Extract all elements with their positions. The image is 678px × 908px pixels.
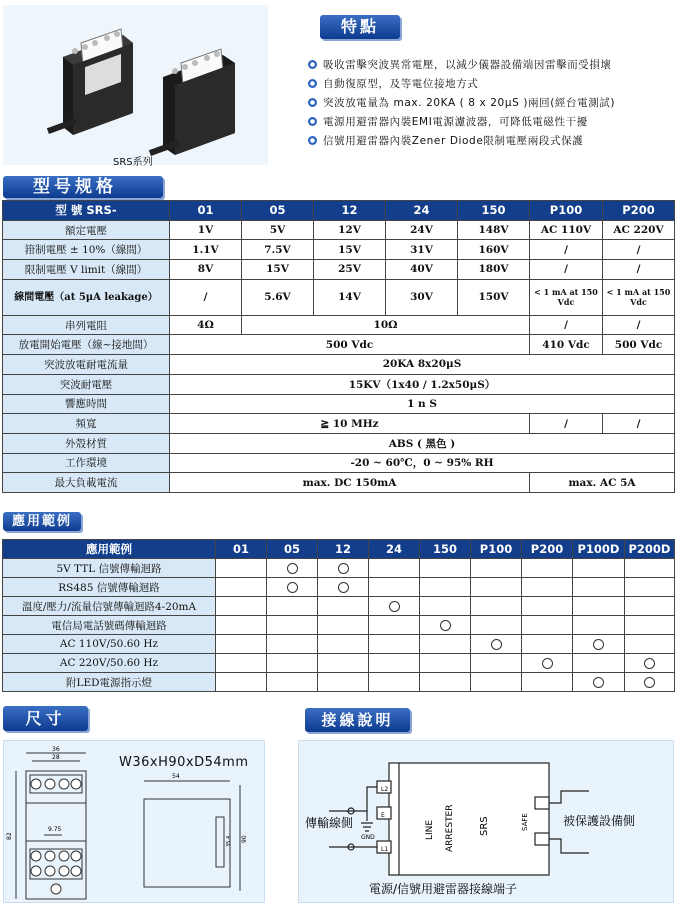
- cell: 1 n S: [170, 394, 675, 414]
- cell: [573, 673, 625, 692]
- cell: [471, 635, 522, 654]
- cell: [216, 654, 267, 673]
- cell: [471, 559, 522, 578]
- row-label: 附LED電源指示燈: [3, 673, 216, 692]
- table-row: [3, 220, 675, 240]
- cell: 10Ω: [242, 315, 530, 335]
- cell: 40V: [386, 260, 458, 280]
- cell: [420, 673, 471, 692]
- cell: /: [603, 315, 675, 335]
- row-label: 電信局電話號碼傳輸迴路: [3, 616, 216, 635]
- spec-header-col: P100: [530, 201, 603, 221]
- cell: [625, 635, 675, 654]
- wire-line-label: LINE: [425, 819, 435, 840]
- app-body: [3, 559, 675, 692]
- cell: 12V: [314, 220, 386, 240]
- cell: ABS ( 黑色 ): [170, 433, 675, 453]
- cell: [573, 559, 625, 578]
- cell: [318, 673, 369, 692]
- cell: /: [603, 240, 675, 260]
- cell: [216, 597, 267, 616]
- cell: 31V: [386, 240, 458, 260]
- circle-mark-icon: [491, 639, 502, 650]
- app-header-col: P200: [522, 540, 573, 559]
- application-table: [2, 539, 675, 692]
- cell: 15KV（1x40 / 1.2x50μS）: [170, 374, 675, 394]
- cell: [318, 559, 369, 578]
- spec-header-col: 24: [386, 201, 458, 221]
- cell: [471, 654, 522, 673]
- table-row: [3, 635, 675, 654]
- spec-table: [2, 200, 675, 493]
- dim-w28: 28: [52, 754, 60, 761]
- cell: /: [530, 315, 603, 335]
- wire-title: 接線說明: [305, 708, 410, 732]
- bullet-icon: [308, 79, 317, 88]
- cell: 8V: [170, 260, 242, 280]
- wire-l2-label: L2: [381, 786, 389, 793]
- dim-w36: 36: [52, 746, 60, 753]
- row-label: 箝制電壓 ± 10%（線間）: [3, 240, 170, 260]
- circle-mark-icon: [440, 620, 451, 631]
- row-label: AC 110V/50.60 Hz: [3, 635, 216, 654]
- cell: 30V: [386, 279, 458, 315]
- app-header-label: 應用範例: [3, 540, 216, 559]
- dim-h82: 82: [6, 832, 13, 840]
- cell: [625, 578, 675, 597]
- cell: [369, 654, 420, 673]
- cell: [471, 616, 522, 635]
- row-label: 限制電壓 V limit（線間）: [3, 260, 170, 280]
- cell: [267, 635, 318, 654]
- table-row: [3, 355, 675, 375]
- table-row: [3, 394, 675, 414]
- table-row: [3, 414, 675, 434]
- circle-mark-icon: [287, 563, 298, 574]
- app-title: 應用範例: [3, 512, 81, 531]
- cell: [216, 616, 267, 635]
- cell: 148V: [458, 220, 530, 240]
- wire-safe-label: SAFE: [521, 813, 529, 831]
- app-header-row: [3, 540, 675, 559]
- cell: 500 Vdc: [170, 335, 530, 355]
- cell: [522, 654, 573, 673]
- dim-h90: 90: [241, 835, 248, 843]
- product-image: [3, 5, 268, 165]
- circle-mark-icon: [593, 639, 604, 650]
- row-label: 線間電壓（at 5μA leakage）: [3, 279, 170, 315]
- spec-header-col: 12: [314, 201, 386, 221]
- row-label: 工作環境: [3, 453, 170, 473]
- cell: [522, 673, 573, 692]
- cell: [573, 578, 625, 597]
- cell: [216, 559, 267, 578]
- feature-item: 自動復原型，及等電位接地方式: [308, 76, 478, 91]
- dim-354: 35.4: [226, 835, 232, 847]
- cell: [267, 616, 318, 635]
- wire-gnd-label: GND: [361, 834, 375, 841]
- app-header-col: P100: [471, 540, 522, 559]
- cell: 7.5V: [242, 240, 314, 260]
- cell: max. DC 150mA: [170, 473, 530, 493]
- cell: 180V: [458, 260, 530, 280]
- cell: [369, 616, 420, 635]
- table-row: [3, 578, 675, 597]
- cell: < 1 mA at 150 Vdc: [603, 279, 675, 315]
- cell: [420, 559, 471, 578]
- cell: [625, 673, 675, 692]
- cell: [216, 635, 267, 654]
- row-label: 外殼材質: [3, 433, 170, 453]
- cell: [522, 635, 573, 654]
- cell: 150V: [458, 279, 530, 315]
- cell: [625, 559, 675, 578]
- cell: [369, 559, 420, 578]
- cell: [267, 673, 318, 692]
- feature-item: 突波放電量為 max. 20KA ( 8 x 20μS )兩回(經台電測試): [308, 95, 615, 110]
- cell: [420, 654, 471, 673]
- table-row: [3, 473, 675, 493]
- app-header-col: 05: [267, 540, 318, 559]
- cell: /: [603, 260, 675, 280]
- app-header-col: 01: [216, 540, 267, 559]
- cell: 25V: [314, 260, 386, 280]
- cell: [318, 597, 369, 616]
- cell: [471, 673, 522, 692]
- wire-srs-label: SRS: [479, 816, 490, 836]
- spec-header-col: 05: [242, 201, 314, 221]
- cell: [369, 578, 420, 597]
- cell: [420, 616, 471, 635]
- cell: 14V: [314, 279, 386, 315]
- dimension-panel: [3, 740, 265, 903]
- table-row: [3, 673, 675, 692]
- table-row: [3, 616, 675, 635]
- cell: /: [530, 414, 603, 434]
- cell: max. AC 5A: [530, 473, 675, 493]
- wire-caption: 電源/信號用避雷器接線端子: [369, 882, 518, 896]
- cell: [420, 578, 471, 597]
- circle-mark-icon: [644, 658, 655, 669]
- row-label: 溫度/壓力/流量信號傳輸迴路4-20mA: [3, 597, 216, 616]
- bullet-icon: [308, 98, 317, 107]
- cell: [318, 616, 369, 635]
- cell: [522, 597, 573, 616]
- cell: [369, 597, 420, 616]
- feature-item: 電源用避雷器內裝EMI電源濾波器，可降低電磁性干擾: [308, 114, 588, 129]
- spec-header-col: 01: [170, 201, 242, 221]
- table-row: [3, 260, 675, 280]
- row-label: 5V TTL 信號傳輸迴路: [3, 559, 216, 578]
- cell: 1V: [170, 220, 242, 240]
- cell: 20KA 8x20μS: [170, 355, 675, 375]
- cell: [318, 635, 369, 654]
- dim-d54: 54: [172, 773, 180, 780]
- cell: 15V: [242, 260, 314, 280]
- cell: [522, 616, 573, 635]
- cell: /: [530, 240, 603, 260]
- row-label: AC 220V/50.60 Hz: [3, 654, 216, 673]
- spec-header-col: 150: [458, 201, 530, 221]
- cell: [216, 673, 267, 692]
- row-label: 串列電阻: [3, 315, 170, 335]
- circle-mark-icon: [338, 563, 349, 574]
- wiring-panel: [298, 740, 674, 903]
- model-title: 型号规格: [3, 176, 163, 198]
- cell: 5.6V: [242, 279, 314, 315]
- cell: /: [603, 414, 675, 434]
- app-header-col: 12: [318, 540, 369, 559]
- features-section: [270, 5, 675, 165]
- cell: [522, 559, 573, 578]
- cell: ≧ 10 MHz: [170, 414, 530, 434]
- cell: /: [530, 260, 603, 280]
- table-row: [3, 315, 675, 335]
- cell: [318, 654, 369, 673]
- cell: [522, 578, 573, 597]
- cell: AC 220V: [603, 220, 675, 240]
- cell: [420, 597, 471, 616]
- row-label: 放電開始電壓（線~接地間）: [3, 335, 170, 355]
- table-row: [3, 335, 675, 355]
- cell: [420, 635, 471, 654]
- cell: < 1 mA at 150 Vdc: [530, 279, 603, 315]
- table-row: [3, 279, 675, 315]
- spec-header-model: 型 號 SRS-: [3, 201, 170, 221]
- wiring-diagram: [299, 741, 675, 904]
- row-label: RS485 信號傳輸迴路: [3, 578, 216, 597]
- cell: [625, 616, 675, 635]
- feature-item: 信號用避雷器內裝Zener Diode限制電壓兩段式保護: [308, 133, 583, 148]
- wire-l1-label: L1: [381, 846, 389, 853]
- bullet-icon: [308, 117, 317, 126]
- cell: [267, 654, 318, 673]
- cell: [573, 654, 625, 673]
- circle-mark-icon: [338, 582, 349, 593]
- cell: -20 ~ 60℃，0 ~ 95% RH: [170, 453, 675, 473]
- circle-mark-icon: [389, 601, 400, 612]
- cell: [573, 597, 625, 616]
- app-header-col: 24: [369, 540, 420, 559]
- cell: [625, 597, 675, 616]
- cell: 24V: [386, 220, 458, 240]
- wire-arrester-label: ARRESTER: [445, 804, 455, 852]
- cell: /: [170, 279, 242, 315]
- wire-e-label: E: [381, 812, 385, 819]
- circle-mark-icon: [287, 582, 298, 593]
- cell: [369, 673, 420, 692]
- product-photo: [3, 5, 268, 168]
- cell: 4Ω: [170, 315, 242, 335]
- dim-975: 9.75: [48, 826, 62, 833]
- product-label: SRS系列: [113, 157, 153, 168]
- cell: [318, 578, 369, 597]
- spec-header-col: P200: [603, 201, 675, 221]
- wire-left-label: 傳輸線側: [305, 816, 354, 830]
- bullet-icon: [308, 60, 317, 69]
- feature-item: 吸收雷擊突波異常電壓，以減少儀器設備端因雷擊而受損壞: [308, 57, 612, 72]
- cell: 500 Vdc: [603, 335, 675, 355]
- table-row: [3, 453, 675, 473]
- row-label: 最大負載電流: [3, 473, 170, 493]
- spec-header-row: [3, 201, 675, 221]
- cell: 410 Vdc: [530, 335, 603, 355]
- circle-mark-icon: [593, 677, 604, 688]
- cell: [267, 578, 318, 597]
- circle-mark-icon: [644, 677, 655, 688]
- cell: [573, 616, 625, 635]
- app-header-col: 150: [420, 540, 471, 559]
- table-row: [3, 654, 675, 673]
- bullet-icon: [308, 136, 317, 145]
- cell: [216, 578, 267, 597]
- dim-title: 尺寸: [3, 706, 88, 731]
- cell: [471, 578, 522, 597]
- cell: 15V: [314, 240, 386, 260]
- cell: 5V: [242, 220, 314, 240]
- row-label: 響應時間: [3, 394, 170, 414]
- cell: [471, 597, 522, 616]
- row-label: 突波耐電壓: [3, 374, 170, 394]
- app-header-col: P100D: [573, 540, 625, 559]
- table-row: [3, 433, 675, 453]
- table-row: [3, 559, 675, 578]
- row-label: 額定電壓: [3, 220, 170, 240]
- table-row: [3, 597, 675, 616]
- cell: [267, 597, 318, 616]
- cell: 1.1V: [170, 240, 242, 260]
- dim-text: W36xH90xD54mm: [119, 755, 249, 770]
- circle-mark-icon: [542, 658, 553, 669]
- row-label: 突波放電耐電流量: [3, 355, 170, 375]
- app-header-col: P200D: [625, 540, 675, 559]
- table-row: [3, 374, 675, 394]
- cell: [573, 635, 625, 654]
- cell: [625, 654, 675, 673]
- cell: [369, 635, 420, 654]
- table-row: [3, 240, 675, 260]
- row-label: 頻寬: [3, 414, 170, 434]
- cell: 160V: [458, 240, 530, 260]
- cell: AC 110V: [530, 220, 603, 240]
- features-title: 特點: [320, 15, 400, 39]
- wire-right-label: 被保護設備側: [563, 814, 636, 828]
- cell: [267, 559, 318, 578]
